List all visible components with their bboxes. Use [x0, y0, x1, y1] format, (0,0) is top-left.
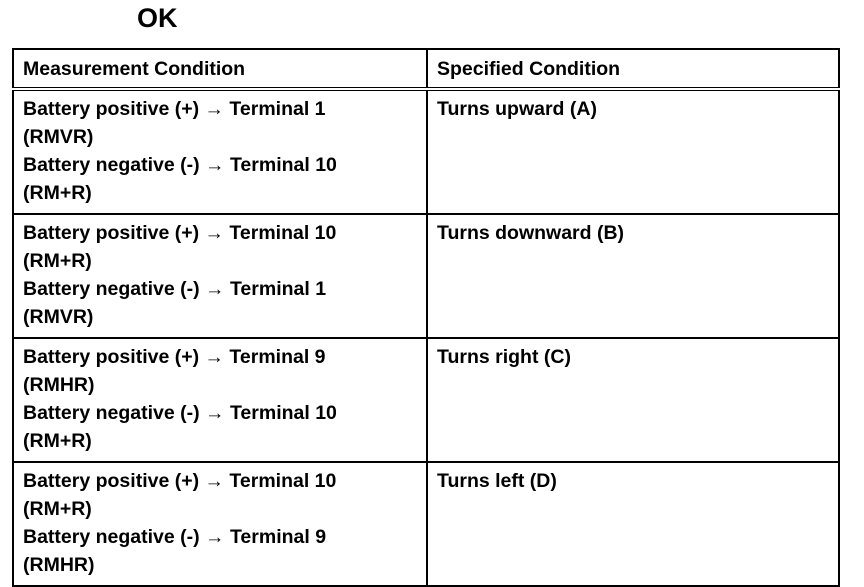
specified-cell: Turns upward (A)	[427, 89, 839, 214]
specified-cell: Turns downward (B)	[427, 214, 839, 338]
measurement-cell	[13, 338, 427, 462]
table-row	[13, 214, 839, 338]
measurement-line: Battery negative (-) → Terminal 1	[23, 278, 327, 300]
measurement-line: (RMVR)	[23, 126, 94, 148]
specification-table	[12, 48, 840, 587]
specified-cell: Turns left (D)	[427, 462, 839, 586]
measurement-line: Battery negative (-) → Terminal 10	[23, 402, 337, 424]
header-specified-condition: Specified Condition	[427, 49, 839, 89]
measurement-line: (RM+R)	[23, 182, 92, 204]
table-row	[13, 338, 839, 462]
ok-heading: OK	[137, 3, 178, 33]
measurement-cell	[13, 462, 427, 586]
measurement-line: (RMVR)	[23, 306, 94, 328]
measurement-line: (RMHR)	[23, 374, 95, 396]
header-measurement-condition: Measurement Condition	[13, 49, 427, 89]
measurement-line: Battery negative (-) → Terminal 9	[23, 526, 327, 548]
measurement-line: Battery positive (+) → Terminal 10	[23, 470, 337, 492]
table-header-row	[13, 49, 839, 89]
measurement-cell	[13, 214, 427, 338]
measurement-line: (RMHR)	[23, 554, 95, 576]
measurement-line: (RM+R)	[23, 250, 92, 272]
measurement-line: (RM+R)	[23, 498, 92, 520]
measurement-line: (RM+R)	[23, 430, 92, 452]
table-row	[13, 89, 839, 214]
table-row	[13, 462, 839, 586]
measurement-line: Battery positive (+) → Terminal 1	[23, 98, 326, 120]
measurement-cell	[13, 89, 427, 214]
measurement-line: Battery negative (-) → Terminal 10	[23, 154, 337, 176]
measurement-line: Battery positive (+) → Terminal 10	[23, 222, 337, 244]
measurement-line: Battery positive (+) → Terminal 9	[23, 346, 326, 368]
specified-cell: Turns right (C)	[427, 338, 839, 462]
